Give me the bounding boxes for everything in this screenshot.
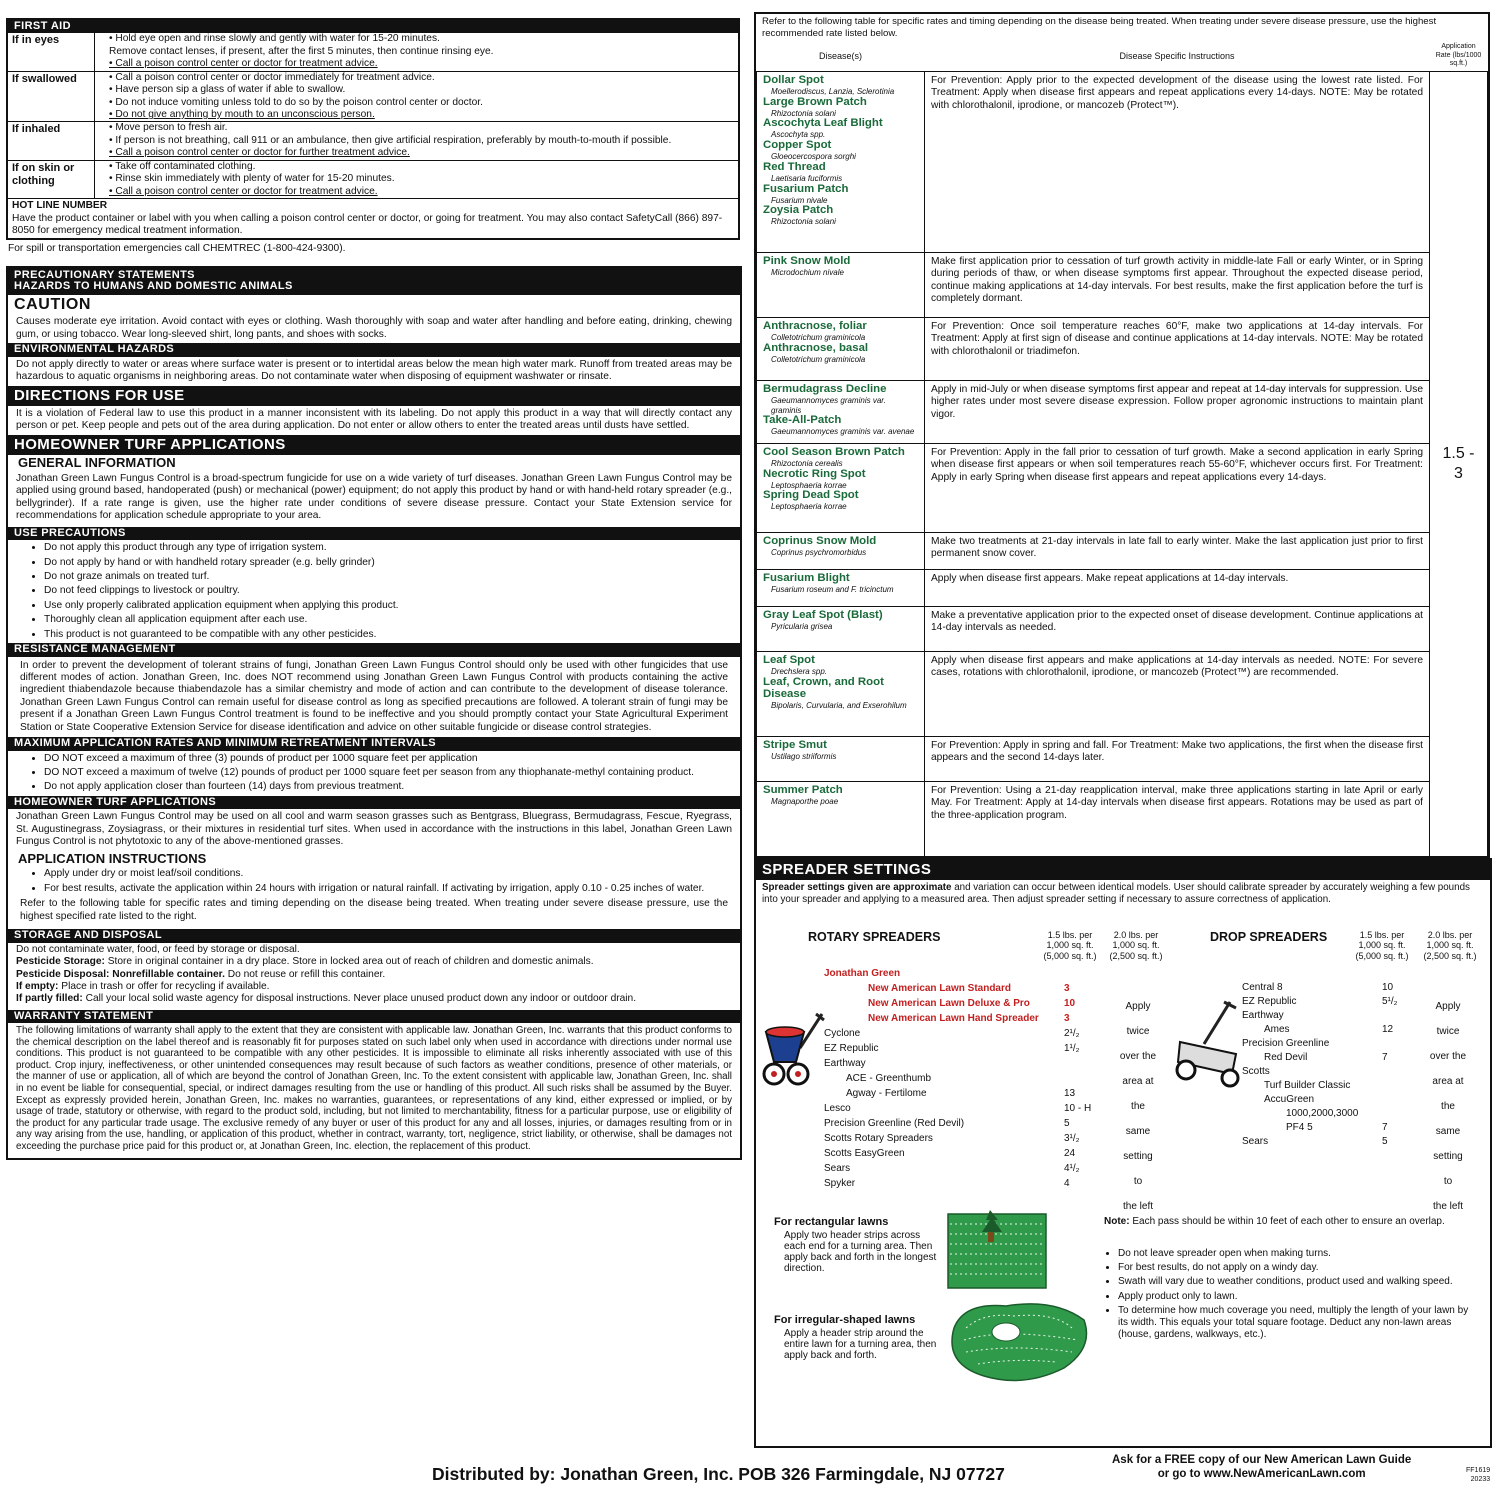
spreader-notes-list — [1108, 1246, 1478, 1343]
disease-instructions: Apply when disease first appears. Make repeat applications at 14-day intervals. — [925, 570, 1430, 607]
disease-scientific-name: Gaeumannomyces graminis var. avenae — [771, 427, 915, 437]
spreader-model: Precision Greenline — [1242, 1038, 1330, 1049]
chemtrec-text: For spill or transportation emergencies call CHEMTREC (1-800-424-9300). — [8, 243, 346, 255]
disease-scientific-name: Drechslera spp. — [771, 666, 828, 676]
first-aid-line: • Call a poison control center or doctor for treatment advice. — [109, 58, 378, 70]
main-left-box — [6, 266, 742, 1160]
spreader-model: Turf Builder Classic — [1264, 1080, 1351, 1091]
general-info-text: Jonathan Green Lawn Fungus Control is a broad-spectrum fungicide for use on a wide variety of turf diseases. Jonathan Green Lawn Fungus Control may be applied using ground based, handoperated (push) or mechanical (power) equipment; do not apply this product by hand or with hand-held rotary spreader (e.g., bellygrinder). If a rate range is given, use the higher rate under conditions of severe disease pressure. Contact your State Extension service for recommendations for application schedule appropriate to your area. — [16, 472, 732, 522]
irregular-lawn-icon — [944, 1298, 1094, 1384]
disease-scientific-name: Colletotrichum graminicola — [771, 332, 866, 342]
left-column — [6, 18, 744, 1160]
disposal-text: Do not reuse or refill this container. — [224, 968, 386, 980]
disease-scientific-name: Gaeumannomyces graminis var. graminis — [771, 395, 886, 415]
apply-twice-line: over the — [1429, 1051, 1467, 1062]
disease-instructions: For Prevention: Apply in the fall prior to cessation of turf growth. Make a second application in early Spring when disease first appears or when soil temperatures reach 55-60°F, whichever occurs first. For Treatment: Apply in early Spring when disease first appears and repeat applications every 14-days. — [925, 444, 1430, 533]
disease-names-cell — [757, 381, 925, 444]
spreader-model: Cyclone — [824, 1028, 861, 1039]
spreader-setting: 4 — [1064, 1178, 1070, 1189]
storage-text: Store in original container in a dry place. Store in locked area out of reach of children and domestic animals. — [104, 956, 594, 968]
disease-scientific-name: Microdochium nivale — [771, 267, 844, 277]
list-item: • Do not apply by hand or with handheld rotary spreader (e.g. belly grinder) — [44, 557, 740, 569]
disease-name: Necrotic Ring Spot — [763, 467, 866, 480]
disease-names-cell — [757, 533, 925, 570]
disease-scientific-name: Laetisaria fuciformis — [771, 173, 843, 183]
spreader-model: New American Lawn Standard — [868, 983, 1011, 994]
list-item: • Swath will vary due to weather conditions, product used and walking speed. — [1118, 1276, 1478, 1288]
spreader-model: Jonathan Green — [824, 968, 901, 979]
first-aid-label: If swallowed — [8, 72, 95, 122]
list-item: • Apply under dry or moist leaf/soil conditions. — [44, 868, 740, 880]
disease-scientific-name: Magnaporthe poae — [771, 796, 839, 806]
spreader-setting: 13 — [1064, 1088, 1076, 1099]
disease-name: Cool Season Brown Patch — [763, 446, 905, 458]
spreader-model: PF4 5 — [1286, 1122, 1313, 1133]
list-item: • This product is not guaranteed to be compatible with any other pesticides. — [44, 629, 740, 641]
table-row — [757, 607, 1488, 652]
caution-heading: CAUTION — [14, 295, 92, 313]
spreader-model: EZ Republic — [824, 1043, 879, 1054]
first-aid-box — [6, 18, 740, 240]
list-item: • For best results, do not apply on a windy day. — [1118, 1262, 1478, 1274]
empty-text: Place in trash or offer for recycling if available. — [58, 980, 270, 992]
apply-twice-line: area at — [1432, 1076, 1464, 1087]
instructions-col-header: Disease Specific Instructions — [925, 41, 1430, 71]
apply-twice-line: the same — [1125, 1101, 1151, 1137]
first-aid-rows — [8, 33, 738, 198]
table-row — [757, 318, 1488, 381]
disease-scientific-name: Colletotrichum graminicola — [771, 354, 866, 364]
environmental-title: ENVIRONMENTAL HAZARDS — [8, 343, 740, 356]
spreader-model: EZ Republic — [1242, 996, 1297, 1007]
disposal-label: Pesticide Disposal: Nonrefillable container. — [16, 968, 225, 980]
resistance-title: RESISTANCE MANAGEMENT — [8, 643, 740, 656]
first-aid-line: • Have person sip a glass of water if able to swallow. — [109, 84, 346, 96]
disease-table — [756, 41, 1488, 857]
warranty-text: The following limitations of warranty shall apply to the extent that they are consistent with applicable law. Jonathan Green, Inc. warrants that this product conforms to the chemical description on the label thereof and is reasonably fit for purposes stated on such label only when used in accordance with directions under normal use conditions. This product is not guaranteed to be compatible with any other pesticides. It is impossible to eliminate all risks inherently associated with use of this product. Crop injury, ineffectiveness, or other unintended consequences may result because of such factors as weather conditions, presence of other materials, or the manner of use or application, all of which are beyond the control of Jonathan Green, Inc. To the extent consistent with applicable law, Jonathan Green, Inc. shall in no event be liable for consequential, special, or indirect damages resulting from the use or handling of this product. All such risks shall be assumed by the Buyer. Except as expressly provided herein, Jonathan Green, Inc. makes no warranties, guarantees, or representations of any kind, either expressed or implied, or by usage of trade, statutory or otherwise, with regard to the product sold, including, but not limited to merchantability, fitness for a particular purpose, use or eligibility of the product for any particular trade usage. The exclusive remedy of any buyer or user of this product for any and all losses, injuries, or damages resulting from or in any way arising from the use, handling, or application of this product, whether in contract, warranty, tort, negligence, strict liability, or otherwise, shall be damages not exceeding the purchase price paid for this product or, at Jonathan Green, Inc. election, the replacement of this product. — [16, 1025, 732, 1152]
partly-text: Call your local solid waste agency for disposal instructions. Never place unused product down any indoor or outdoor drain. — [82, 993, 637, 1005]
first-aid-label: If on skin or clothing — [8, 161, 95, 198]
disease-scientific-name: Leptosphaeria korrae — [771, 480, 847, 490]
spreader-model: Scotts — [1242, 1066, 1270, 1077]
disease-instructions: Make first application prior to cessation of turf growth activity in middle-late Fall or early Winter, or in Spring during periods of thaw, or when disease symptoms first appear. Throughout the expected disease period, continue making applications at 14-day intervals. For best results, make the first application before the turf is completely dormant. — [925, 253, 1430, 318]
apply-twice-line: area at — [1122, 1076, 1154, 1087]
drop-title: DROP SPREADERS — [1210, 930, 1328, 944]
first-aid-line: • Call a poison control center or doctor immediately for treatment advice. — [109, 71, 435, 83]
rotary-apply-twice — [1118, 994, 1158, 1219]
application-rate: 1.5 - 3 — [1430, 72, 1488, 857]
partly-label: If partly filled: — [16, 993, 83, 1005]
first-aid-row — [8, 160, 738, 198]
spreader-setting: 4¹/₂ — [1064, 1163, 1080, 1174]
warranty-title: WARRANTY STATEMENT — [8, 1010, 740, 1023]
disease-instructions: For Prevention: Once soil temperature reaches 60°F, make two applications at 14-day intervals. For Treatment: Apply at first sign of disease and continue applications at 14-day intervals. NOTE: May be rotated with chlorothalonil or triadimefon. — [925, 318, 1430, 381]
drop-apply-twice — [1428, 994, 1468, 1219]
disease-name: Fusarium Patch — [763, 182, 849, 195]
apply-twice-line: setting to — [1123, 1151, 1153, 1187]
storage-section — [16, 944, 732, 1006]
max-rates-list — [44, 753, 740, 794]
irr-lawn-title: For irregular-shaped lawns — [774, 1314, 916, 1326]
table-row — [757, 444, 1488, 533]
disease-scientific-name: Rhizoctonia cerealis — [771, 458, 843, 468]
spreader-model: Agway - Fertilome — [846, 1088, 927, 1099]
precautionary-text: Causes moderate eye irritation. Avoid contact with eyes or clothing. Wash thoroughly with soap and water after handling and before eating, drinking, chewing gum, or using tobacco. Wear long-sleeved shirt, long pants, and shoes with socks. — [16, 316, 732, 340]
disease-name: Leaf Spot — [763, 654, 815, 666]
hazards-title: HAZARDS TO HUMANS AND DOMESTIC ANIMALS — [8, 281, 740, 295]
storage-title: STORAGE AND DISPOSAL — [8, 929, 740, 942]
list-item: • Do not apply this product through any type of irrigation system. — [44, 542, 740, 554]
spreader-setting: 10 — [1064, 998, 1076, 1009]
disease-instructions: For Prevention: Apply prior to the expected development of the disease using the lowest rate listed. For Treatment: Apply when disease first appears and repeat applications every 14-days. NOTE: May be rotated with chlorothalonil, iprodione, or mancozeb (Protect™). — [925, 72, 1430, 253]
spreader-setting: 3¹/₂ — [1064, 1133, 1080, 1144]
disease-scientific-name: Gloeocercospora sorghi — [771, 152, 856, 162]
spreader-setting: 2¹/₂ — [1064, 1028, 1080, 1039]
spreader-setting: 3 — [1064, 983, 1070, 994]
spreader-model: Red Devil — [1264, 1052, 1308, 1063]
drop-col-b-header: 2.0 lbs. per 1,000 sq. ft. (2,500 sq. ft.) — [1423, 930, 1477, 961]
general-info-heading: GENERAL INFORMATION — [18, 455, 176, 471]
disease-name: Copper Spot — [763, 139, 832, 152]
rectangular-lawn-icon — [946, 1210, 1048, 1290]
disease-name: Fusarium Blight — [763, 572, 850, 584]
label-code-1: FF1619 — [1466, 1467, 1491, 1474]
first-aid-label: If in eyes — [8, 33, 95, 70]
disease-names-cell — [757, 444, 925, 533]
note-label: Note: — [1104, 1216, 1130, 1227]
spreader-model: Lesco — [824, 1103, 851, 1114]
disease-scientific-name: Fusarium nivale — [771, 195, 828, 205]
rotary-col-b-header: 2.0 lbs. per 1,000 sq. ft. (2,500 sq. ft.) — [1109, 930, 1163, 961]
first-aid-row — [8, 33, 738, 70]
apply-twice-line: setting to — [1433, 1151, 1463, 1187]
disease-names-cell — [757, 652, 925, 737]
homeowner-title-1: HOMEOWNER TURF APPLICATIONS — [8, 435, 740, 455]
empty-label: If empty: — [16, 980, 59, 992]
spreader-model: Sears — [1242, 1136, 1269, 1147]
table-row — [757, 652, 1488, 737]
spreader-setting: 1¹/₂ — [1064, 1043, 1080, 1054]
directions-text: It is a violation of Federal law to use this product in a manner inconsistent with its labeling. Do not apply this product in a way that will directly contact any person or pet. Keep people and pets out of the area during application. Do not enter or allow others to enter the treated areas until dusts have settled. — [16, 407, 732, 432]
table-row — [757, 782, 1488, 857]
first-aid-line: • Rinse skin immediately with plenty of water for 15-20 minutes. — [109, 173, 395, 185]
spreader-model: Precision Greenline (Red Devil) — [824, 1118, 965, 1129]
disease-name: Anthracnose, foliar — [763, 320, 867, 332]
disease-scientific-name: Ustilago striiformis — [771, 751, 837, 761]
rotary-col-a-header: 1.5 lbs. per 1,000 sq. ft. (5,000 sq. ft.) — [1043, 930, 1097, 961]
first-aid-line: • Take off contaminated clothing. — [109, 160, 256, 172]
note-section — [1104, 1216, 1474, 1228]
disease-col-header: Disease(s) — [757, 41, 925, 71]
table-row — [757, 72, 1488, 253]
first-aid-row — [8, 71, 738, 122]
refer-text: Refer to the following table for specific rates and timing depending on the disease being treated. When treating under severe disease pressure, use the highest specified rate listed to the right. — [20, 898, 728, 922]
disease-names-cell — [757, 607, 925, 652]
storage-line2 — [16, 956, 732, 968]
list-item: • DO NOT exceed a maximum of three (3) pounds of product per 1000 square feet per application — [44, 753, 740, 765]
label-code-2: 20233 — [1470, 1476, 1491, 1484]
environmental-text: Do not apply directly to water or areas where surface water is present or to intertidal areas below the mean high water mark. Runoff from treated areas may be hazardous to aquatic organisms in neighboring areas. Do not contaminate water when disposing of equipment washwater or rinsate. — [16, 358, 732, 383]
apply-twice-line: Apply — [1435, 1001, 1461, 1012]
spreader-intro — [762, 882, 1484, 906]
disease-name: Spring Dead Spot — [763, 489, 859, 502]
rotary-spreader-icon — [760, 1010, 826, 1090]
first-aid-line: • If person is not breathing, call 911 or an ambulance, then give artificial respiration, preferably by mouth-to-mouth if possible. — [109, 134, 672, 146]
homeowner-title-2: HOMEOWNER TURF APPLICATIONS — [8, 796, 740, 809]
disease-name: Anthracnose, basal — [763, 341, 869, 354]
apply-twice-line: over the — [1119, 1051, 1157, 1062]
spreader-model: Ames — [1264, 1024, 1290, 1035]
storage-line1: Do not contaminate water, food, or feed by storage or disposal. — [16, 943, 300, 955]
first-aid-title: FIRST AID — [8, 20, 738, 33]
storage-line3 — [16, 969, 732, 981]
disease-name: Summer Patch — [763, 784, 843, 796]
disease-names-cell — [757, 72, 925, 253]
list-item: • Do not apply application closer than fourteen (14) days from previous treatment. — [44, 781, 740, 793]
disease-name: Gray Leaf Spot (Blast) — [763, 609, 883, 621]
table-row — [757, 737, 1488, 782]
spreader-title: SPREADER SETTINGS — [756, 860, 1490, 880]
apply-twice-line: twice — [1436, 1026, 1460, 1037]
drop-spreader-icon — [1174, 998, 1254, 1088]
spreader-intro-bold: Spreader settings given are approximate — [762, 882, 952, 894]
disease-names-cell — [757, 318, 925, 381]
disease-instructions: Apply when disease first appears and make applications at 14-day intervals as needed. NOTE: For severe cases, rotations with chlorothalonil, iprodione, or mancozeb (Protect™) are recommended. — [925, 652, 1430, 737]
rect-lawn-title: For rectangular lawns — [774, 1216, 889, 1228]
disease-scientific-name: Coprinus psychromorbidus — [771, 547, 867, 557]
hotline-section — [8, 198, 738, 238]
spreader-setting: 10 - H — [1064, 1103, 1092, 1114]
distributed-by: Distributed by: Jonathan Green, Inc. POB 326 Farmingdale, NJ 07727 — [432, 1464, 1005, 1484]
first-aid-text — [95, 161, 738, 198]
disease-names-cell — [757, 782, 925, 857]
spreader-model: Earthway — [824, 1058, 866, 1069]
list-item: • Do not leave spreader open when making turns. — [1118, 1248, 1478, 1260]
disease-name: Large Brown Patch — [763, 95, 867, 108]
list-item: • Do not graze animals on treated turf. — [44, 571, 740, 583]
table-row — [757, 570, 1488, 607]
disease-scientific-name: Moellerodiscus, Lanzia, Sclerotinia — [771, 86, 895, 96]
first-aid-line: • Do not give anything by mouth to an unconscious person. — [109, 109, 375, 121]
directions-title: DIRECTIONS FOR USE — [8, 386, 740, 406]
spreader-model: Scotts Rotary Spreaders — [824, 1133, 933, 1144]
spreader-model: Central 8 — [1242, 982, 1283, 993]
storage-line4 — [16, 981, 732, 993]
list-item: • To determine how much coverage you need, multiply the length of your lawn by its width. This equals your total square footage. Deduct any non-lawn areas (house, gardens, walkways, etc.). — [1118, 1305, 1478, 1342]
homeowner-text-2: Jonathan Green Lawn Fungus Control may be used on all cool and warm season grasses such as Bentgrass, Bluegrass, Bermudagrass, Fescue, Ryegrass, St. Augustinegrass, Zoysiagrass, or their mixtures in residential turf sites. When used in accordance with the instructions in this label, Jonathan Green Lawn Fungus Control is not phytotoxic to any of the above-mentioned grasses. — [16, 811, 732, 848]
first-aid-line: • Call a poison control center or doctor for further treatment advice. — [109, 147, 410, 159]
first-aid-text — [95, 122, 738, 159]
disease-instructions: Apply in mid-July or when disease symptoms first appear and repeat at 14-day intervals for suppression. Use higher rates under most severe disease expression. Follow proper agronomic instructions to maintain plant vigor. — [925, 381, 1430, 444]
application-instructions-heading: APPLICATION INSTRUCTIONS — [18, 850, 207, 866]
spreader-model: Earthway — [1242, 1010, 1284, 1021]
spreader-setting: 5¹/₂ — [1382, 996, 1398, 1007]
spreader-setting: 10 — [1382, 982, 1394, 993]
rect-lawn-text: Apply two header strips across each end for a turning area. Then apply back and forth in the longest direction. — [784, 1230, 937, 1274]
disease-name: Ascochyta Leaf Blight — [763, 117, 883, 130]
spreader-model: Spyker — [824, 1178, 856, 1189]
spreader-model: ACE - Greenthumb — [846, 1073, 932, 1084]
disease-scientific-name: Rhizoctonia solani — [771, 217, 836, 227]
list-item: • Use only properly calibrated application equipment when applying this product. — [44, 600, 740, 612]
application-instructions-list — [44, 868, 740, 895]
first-aid-row — [8, 121, 738, 159]
disease-scientific-name: Fusarium roseum and F. tricinctum — [771, 584, 894, 594]
spreader-setting: 12 — [1382, 1024, 1394, 1035]
spreader-setting: 7 — [1382, 1052, 1388, 1063]
first-aid-line: Remove contact lenses, if present, after the first 5 minutes, then continue rinsing eye. — [109, 45, 494, 57]
label-code — [1466, 1466, 1490, 1484]
irr-lawn-text: Apply a header strip around the entire lawn for a turning area, then apply back and forth. — [784, 1328, 937, 1361]
spreader-setting: 5 — [1064, 1118, 1070, 1129]
rate-col-header: Application Rate (lbs/1000 sq.ft.) — [1430, 41, 1488, 71]
spreader-model: New American Lawn Hand Spreader — [868, 1013, 1039, 1024]
disease-name: Pink Snow Mold — [763, 255, 851, 267]
spreader-model: 1000,2000,3000 — [1286, 1108, 1359, 1119]
list-item: • For best results, activate the application within 24 hours with irrigation or natural rainfall. If activating by irrigation, apply 0.10 - 0.25 inches of water. — [44, 883, 740, 895]
first-aid-line: • Call a poison control center or doctor for treatment advice. — [109, 185, 378, 197]
resistance-text: In order to prevent the development of tolerant strains of fungi, Jonathan Green Lawn Fungus Control should only be used with other fungicides that use different modes of action. Jonathan Green, Inc. does NOT recommend using Jonathan Green Lawn Fungus Control with products containing the active ingredient thiabendazole because thiabendazole has a similar chemistry and mode of action and can contribute to the development of disease tolerance. Jonathan Green Lawn Fungus Control can remain useful for disease control as long as specified precautions are followed. A tolerant strain of fungi may be present if a Jonathan Green Lawn Fungus Control treatment is found to be ineffective and you should promptly contact your State Agricultural Experiment Station or State Cooperative Extension Service for disease identification and advice on other suitable fungicide or disease control strategies. — [20, 659, 728, 733]
apply-twice-line: the same — [1435, 1101, 1461, 1137]
storage-label: Pesticide Storage: — [16, 956, 105, 968]
spreader-model: Sears — [824, 1163, 851, 1174]
storage-line5 — [16, 993, 732, 1005]
list-item: • Apply product only to lawn. — [1118, 1291, 1478, 1303]
precautionary-title: PRECAUTIONARY STATEMENTS — [8, 268, 740, 282]
use-precautions-list — [44, 542, 740, 641]
disease-instructions: Make a preventative application prior to the expected onset of disease development. Continue applications at 14-day intervals as needed. — [925, 607, 1430, 652]
first-aid-label: If inhaled — [8, 122, 95, 159]
disease-instructions: For Prevention: Using a 21-day reapplication interval, make three applications starting in late April or early May. For Treatment: Apply at 14-day intervals when disease first appears. Rotations may be used as part of the three-application program. — [925, 782, 1430, 857]
apply-twice-line: twice — [1126, 1026, 1150, 1037]
use-precautions-title: USE PRECAUTIONS — [8, 527, 740, 540]
disease-name: Take-All-Patch — [763, 414, 842, 427]
apply-twice-line: the left — [1432, 1201, 1464, 1212]
disease-names-cell — [757, 737, 925, 782]
disease-scientific-name: Bipolaris, Curvularia, and Exserohilum — [771, 700, 907, 710]
disease-name: Stripe Smut — [763, 739, 827, 751]
disease-name: Red Thread — [763, 160, 826, 173]
max-rates-title: MAXIMUM APPLICATION RATES AND MINIMUM RETREATMENT INTERVALS — [8, 737, 740, 750]
disease-scientific-name: Leptosphaeria korrae — [771, 502, 847, 512]
right-column — [754, 12, 1490, 859]
table-row — [757, 533, 1488, 570]
disease-name: Dollar Spot — [763, 74, 824, 86]
disease-scientific-name: Pyricularia grisea — [771, 621, 833, 631]
hotline-title: HOT LINE NUMBER — [12, 200, 108, 212]
disease-scientific-name: Rhizoctonia solani — [771, 108, 836, 118]
spreader-setting: 7 — [1382, 1122, 1388, 1133]
lawn-guide-line1: Ask for a FREE copy of our New American Lawn Guide — [1112, 1454, 1412, 1466]
spreader-intro-text: and variation can occur between identical models. User should calibrate spreader by accurately weighing a few pounds into your spreader and applying to a measured area. Then adjust spreader setting if necessary to assure correctness of application. — [762, 882, 1470, 906]
list-item: • Do not feed clippings to livestock or poultry. — [44, 585, 740, 597]
disease-name: Bermudagrass Decline — [763, 383, 887, 395]
first-aid-text — [95, 72, 738, 122]
first-aid-line: • Move person to fresh air. — [109, 122, 228, 134]
first-aid-text — [95, 33, 738, 70]
disease-table-box — [754, 12, 1490, 859]
disease-name: Leaf, Crown, and Root Disease — [763, 675, 884, 700]
lawn-guide-offer — [1112, 1454, 1411, 1482]
disease-table-body — [757, 72, 1488, 857]
disease-names-cell — [757, 253, 925, 318]
table-row — [757, 253, 1488, 318]
spreader-model: New American Lawn Deluxe & Pro — [868, 998, 1030, 1009]
disease-table-intro: Refer to the following table for specific rates and timing depending on the disease being treated. When treating under severe disease pressure, use the highest recommended rate listed below. — [762, 16, 1437, 39]
hotline-text: Have the product container or label with you when calling a poison control center or doctor, or going for treatment. You may also contact SafetyCall (866) 897-8050 for emergency medical treatment information. — [12, 212, 723, 236]
apply-twice-line: the left — [1122, 1201, 1154, 1212]
disease-instructions: For Prevention: Apply in spring and fall. For Treatment: Make two applications, the first when the disease first appears and the second 14-days later. — [925, 737, 1430, 782]
spreader-setting: 5 — [1382, 1136, 1388, 1147]
list-item: • Thoroughly clean all application equipment after each use. — [44, 614, 740, 626]
note-text: Each pass should be within 10 feet of each other to ensure an overlap. — [1129, 1216, 1445, 1227]
spreader-model: Scotts EasyGreen — [824, 1148, 905, 1159]
spreader-setting: 24 — [1064, 1148, 1076, 1159]
rotary-title: ROTARY SPREADERS — [808, 930, 941, 944]
table-row — [757, 381, 1488, 444]
disease-scientific-name: Ascochyta spp. — [771, 130, 826, 140]
lawn-guide-line2: or go to www.NewAmericanLawn.com — [1157, 1467, 1366, 1480]
apply-twice-line: Apply — [1125, 1001, 1151, 1012]
disease-name: Coprinus Snow Mold — [763, 535, 877, 547]
disease-name: Zoysia Patch — [763, 204, 834, 217]
first-aid-line: • Hold eye open and rinse slowly and gently with water for 15-20 minutes. — [109, 33, 440, 45]
disease-instructions: Make two treatments at 21-day intervals in late fall to early winter. Make the last application just prior to first permanent snow cover. — [925, 533, 1430, 570]
list-item: • DO NOT exceed a maximum of twelve (12) pounds of product per 1000 square feet per season from any thiophanate-methyl containing product. — [44, 767, 740, 779]
spreader-setting: 3 — [1064, 1013, 1070, 1024]
disease-names-cell — [757, 570, 925, 607]
first-aid-line: • Do not induce vomiting unless told to do so by the poison control center or doctor. — [109, 96, 483, 108]
drop-col-a-header: 1.5 lbs. per 1,000 sq. ft. (5,000 sq. ft.) — [1355, 930, 1409, 961]
spreader-settings-box — [754, 858, 1492, 1448]
spreader-model: AccuGreen — [1264, 1094, 1315, 1105]
